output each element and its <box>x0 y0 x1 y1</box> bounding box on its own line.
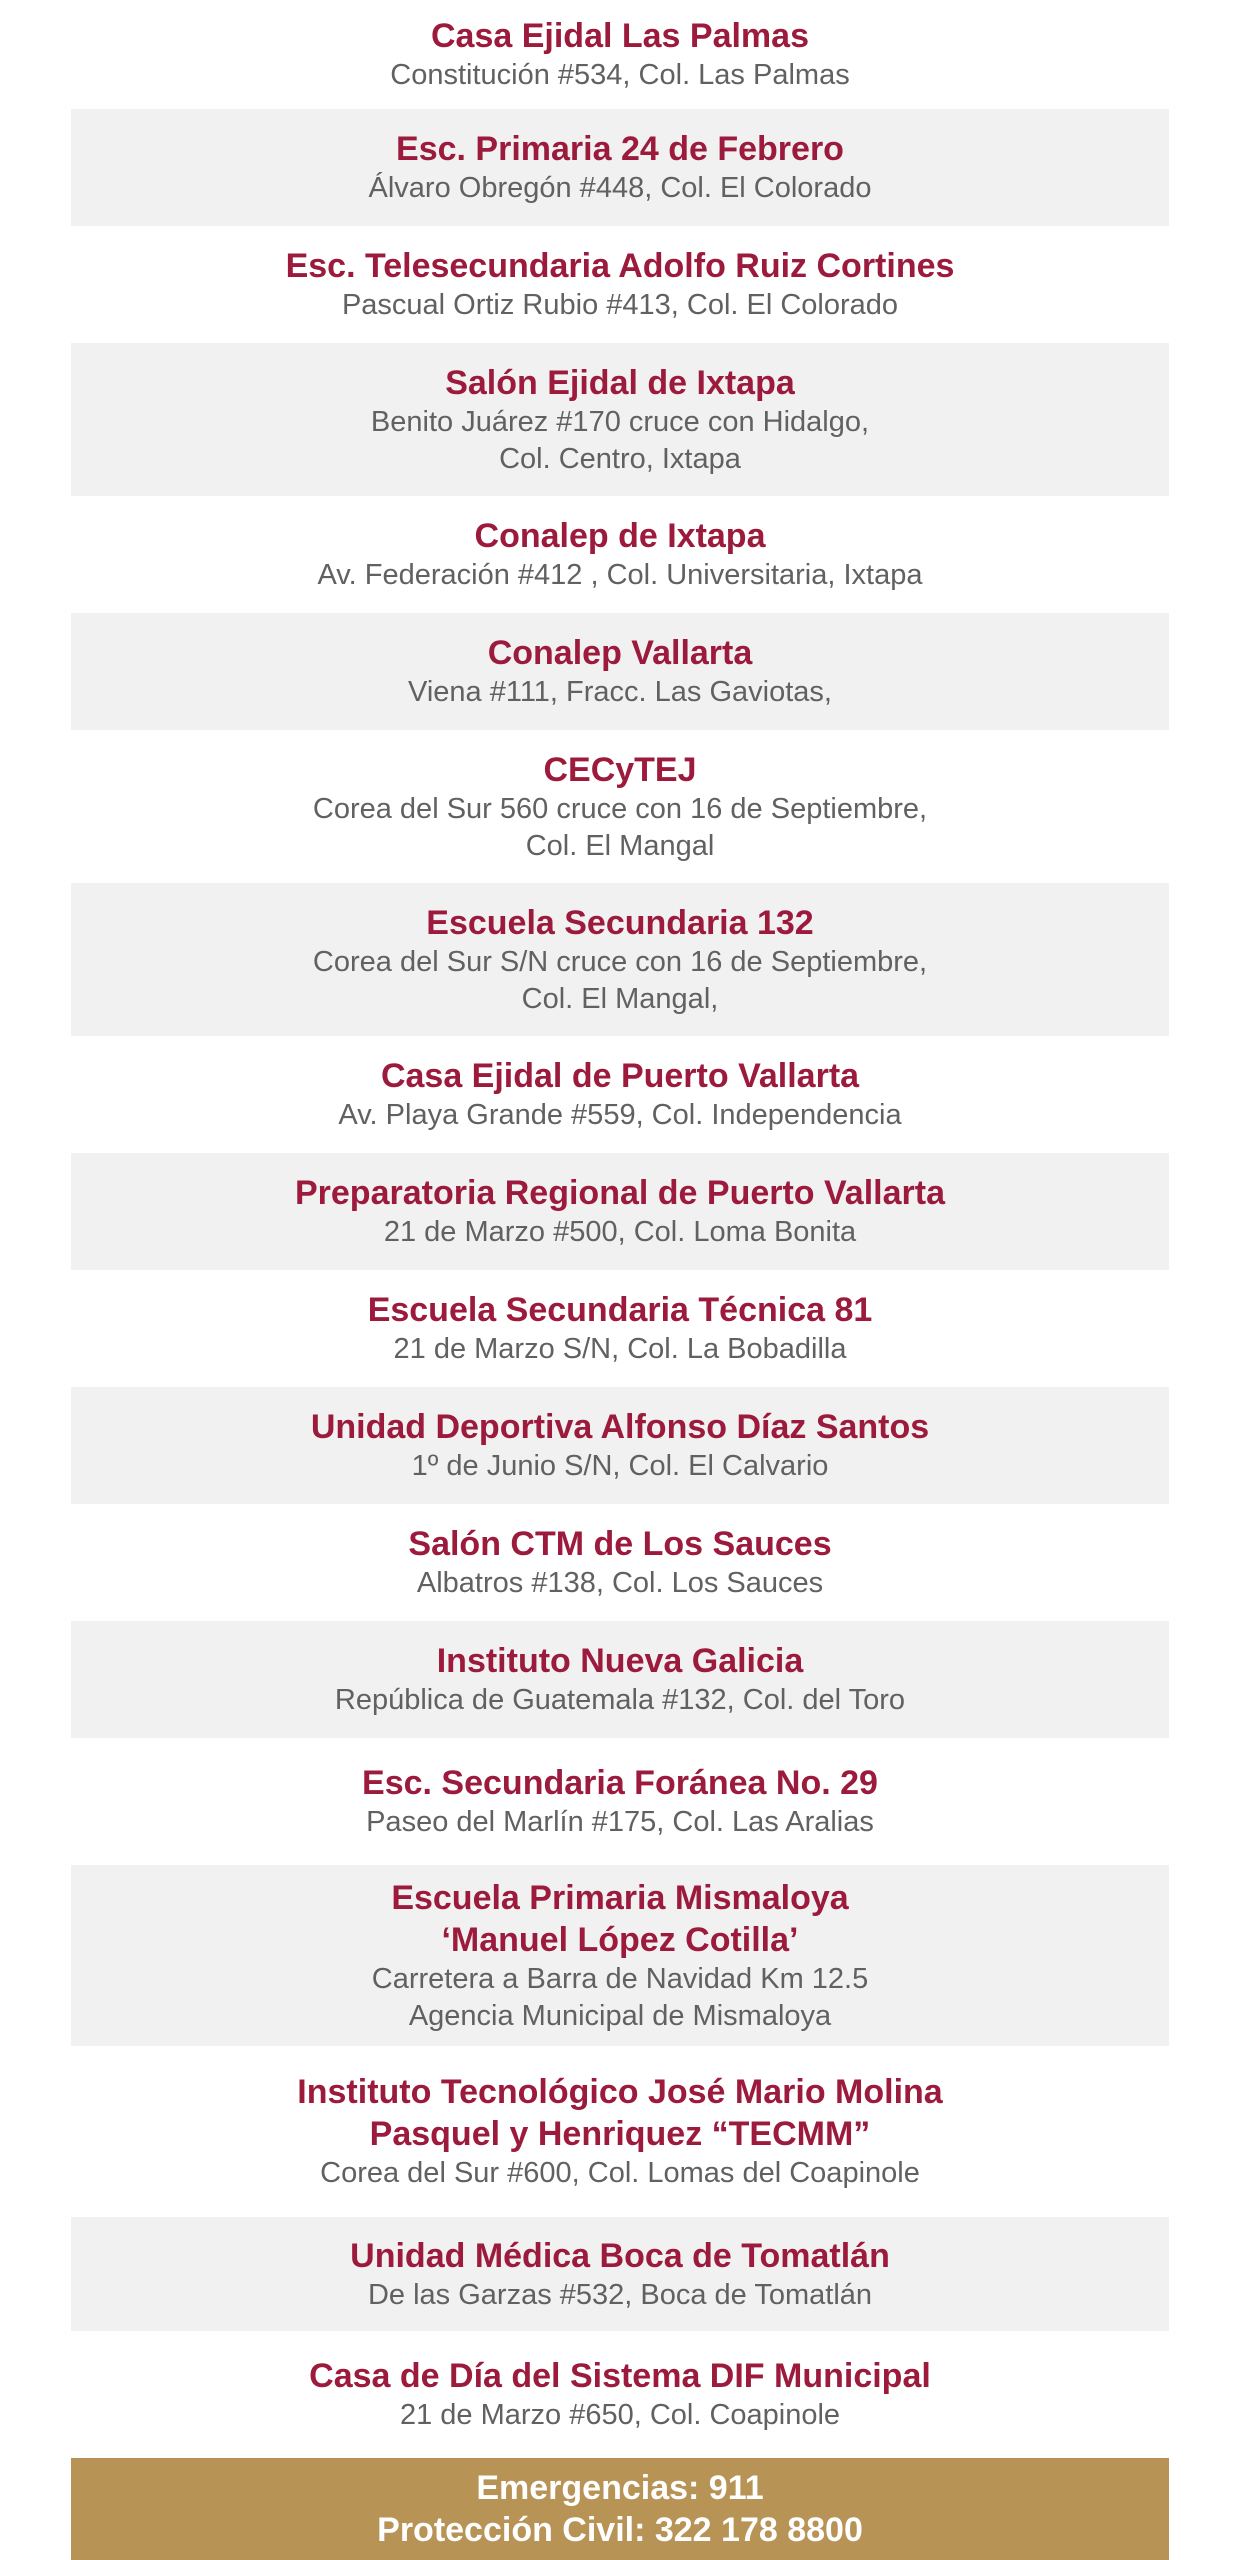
location-conalep-vallarta <box>71 613 1169 730</box>
location-name: Escuela Secundaria Técnica 81 <box>367 1291 873 1329</box>
location-tecmm <box>71 2046 1169 2217</box>
emergency-number: Emergencias: 911 <box>476 2469 764 2507</box>
location-address: Álvaro Obregón #448, Col. El Colorado <box>368 172 872 204</box>
location-telesecundaria-adolfo-ruiz-cortines <box>71 226 1169 343</box>
location-address: República de Guatemala #132, Col. del Toro <box>334 1684 906 1716</box>
location-address: Av. Playa Grande #559, Col. Independencia <box>338 1099 902 1131</box>
location-name: Esc. Telesecundaria Adolfo Ruiz Cortines <box>285 247 955 285</box>
emergency-footer <box>71 2458 1169 2560</box>
location-casa-de-dia-dif <box>71 2331 1169 2458</box>
location-name: Conalep de Ixtapa <box>474 517 766 555</box>
location-escuela-secundaria-132 <box>71 883 1169 1036</box>
location-secundaria-tecnica-81 <box>71 1270 1169 1387</box>
location-address: Corea del Sur #600, Col. Lomas del Coapinole <box>320 2157 920 2189</box>
location-unidad-deportiva-alfonso-diaz-santos <box>71 1387 1169 1504</box>
location-name: Conalep Vallarta <box>487 634 753 672</box>
location-name: Salón Ejidal de Ixtapa <box>445 363 795 402</box>
location-name: Casa Ejidal Las Palmas <box>431 17 809 55</box>
location-name: Esc. Secundaria Foránea No. 29 <box>362 1764 878 1802</box>
location-address: 1º de Junio S/N, Col. El Calvario <box>411 1450 829 1482</box>
location-address: 21 de Marzo #500, Col. Loma Bonita <box>383 1216 857 1248</box>
location-address: Viena #111, Fracc. Las Gaviotas, <box>408 676 832 708</box>
location-address: De las Garzas #532, Boca de Tomatlán <box>367 2278 873 2311</box>
location-secundaria-foranea-29 <box>71 1738 1169 1865</box>
location-name: Unidad Médica Boca de Tomatlán <box>350 2236 890 2275</box>
location-address: Paseo del Marlín #175, Col. Las Aralias <box>366 1806 874 1838</box>
location-address: Corea del Sur 560 cruce con 16 de Septiembre, Col. El Mangal <box>312 792 928 862</box>
location-address: 21 de Marzo S/N, Col. La Bobadilla <box>393 1333 847 1365</box>
location-address: 21 de Marzo #650, Col. Coapinole <box>399 2399 841 2431</box>
location-conalep-ixtapa <box>71 496 1169 613</box>
location-name: Casa de Día del Sistema DIF Municipal <box>309 2357 931 2395</box>
location-address: Albatros #138, Col. Los Sauces <box>416 1567 824 1599</box>
location-name: Casa Ejidal de Puerto Vallarta <box>380 1057 860 1095</box>
location-salon-ejidal-ixtapa <box>71 343 1169 496</box>
location-name: Instituto Tecnológico José Mario Molina Pasquel y Henriquez “TECMM” <box>297 2073 943 2153</box>
location-address: Av. Federación #412 , Col. Universitaria, Ixtapa <box>317 559 923 591</box>
location-primaria-mismaloya <box>71 1865 1169 2046</box>
location-casa-ejidal-puerto-vallarta <box>71 1036 1169 1153</box>
location-name: Preparatoria Regional de Puerto Vallarta <box>294 1174 945 1212</box>
location-name: Unidad Deportiva Alfonso Díaz Santos <box>310 1408 930 1446</box>
location-salon-ctm-los-sauces <box>71 1504 1169 1621</box>
location-casa-ejidal-las-palmas <box>71 0 1169 109</box>
location-address: Benito Juárez #170 cruce con Hidalgo, Col. Centro, Ixtapa <box>370 405 870 475</box>
location-name: Salón CTM de Los Sauces <box>408 1525 832 1563</box>
location-address: Carretera a Barra de Navidad Km 12.5 Agencia Municipal de Mismaloya <box>371 1962 869 2032</box>
location-unidad-medica-boca-de-tomatlan <box>71 2217 1169 2331</box>
location-address: Corea del Sur S/N cruce con 16 de Septiembre, Col. El Mangal, <box>312 945 928 1015</box>
location-preparatoria-regional <box>71 1153 1169 1270</box>
location-name: Escuela Secundaria 132 <box>426 903 814 942</box>
location-name: CECyTEJ <box>543 750 697 789</box>
location-address: Constitución #534, Col. Las Palmas <box>390 59 850 91</box>
location-instituto-nueva-galicia <box>71 1621 1169 1738</box>
location-address: Pascual Ortiz Rubio #413, Col. El Colorado <box>341 289 899 321</box>
location-name: Instituto Nueva Galicia <box>436 1642 804 1680</box>
location-name: Esc. Primaria 24 de Febrero <box>396 130 844 168</box>
civil-protection-number: Protección Civil: 322 178 8800 <box>377 2511 863 2549</box>
location-cecytej <box>71 730 1169 883</box>
location-esc-primaria-24-de-febrero <box>71 109 1169 226</box>
location-name: Escuela Primaria Mismaloya ‘Manuel López Cotilla’ <box>391 1878 849 1959</box>
